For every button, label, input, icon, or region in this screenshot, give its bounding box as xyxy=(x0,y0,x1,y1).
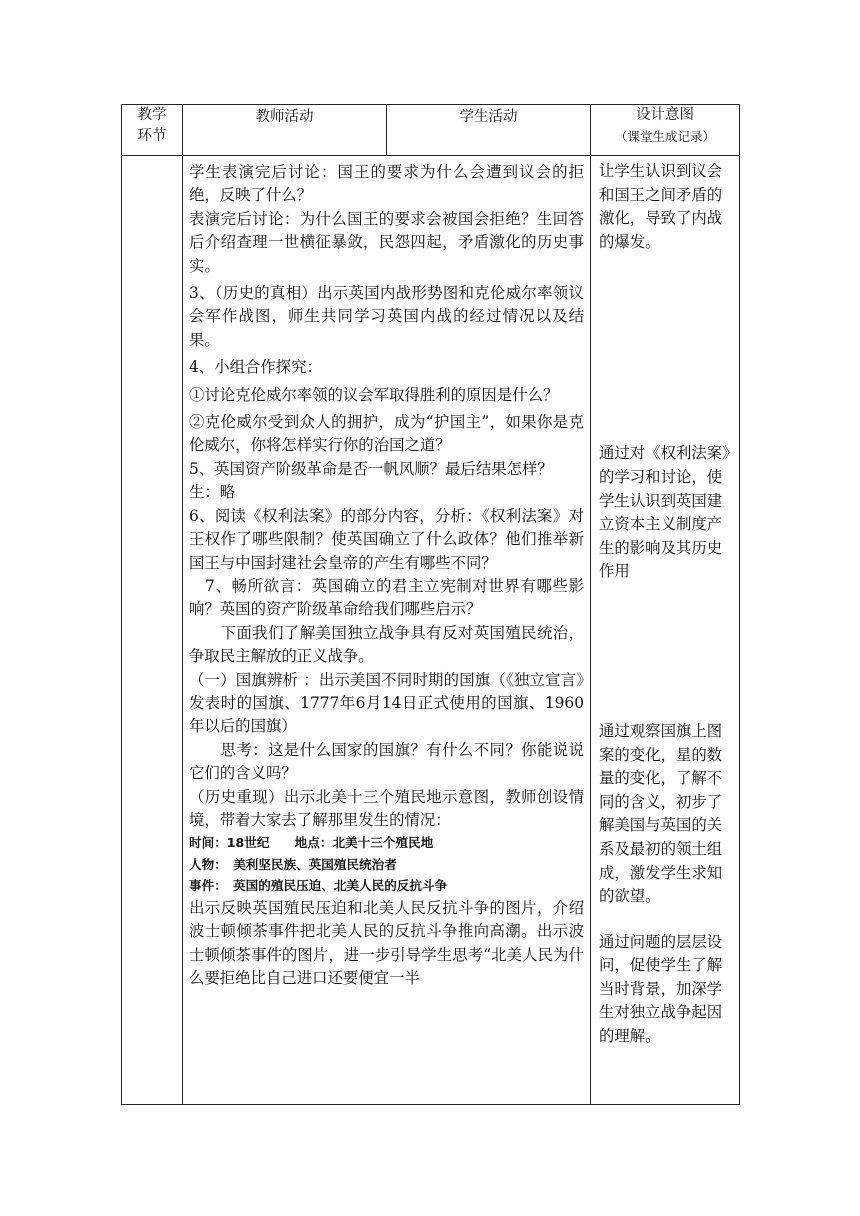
intent-paragraph: 通过对《权利法案》的学习和讨论，使学生认识到英国建立资本主义制度产生的影响及其历史作用 xyxy=(599,444,730,581)
activities-cell xyxy=(183,156,591,1105)
activity-paragraph: ①讨论克伦威尔率领的议会军取得胜利的原因是什么？ xyxy=(189,385,559,404)
stage-cell xyxy=(122,156,183,1105)
header-stage-line2: 环节 xyxy=(137,128,167,144)
header-stage-line1: 教学 xyxy=(137,107,167,123)
activity-paragraph: 5、英国资产阶级革命是否一帆风顺？最后结果怎样？ xyxy=(189,459,553,478)
activity-people: 人物： 美利坚民族、英国殖民统治者 xyxy=(189,856,397,872)
activity-paragraph: （历史重现）出示北美十三个殖民地示意图，教师创设情境，带着大家去了解那里发生的情况： xyxy=(189,787,584,829)
activity-paragraph: 3、（历史的真相）出示英国内战形势图和克伦威尔率领议会军作战图，师生共同学习英国内战的经过情况以及结果。 xyxy=(189,284,584,349)
intent-paragraph: 通过观察国旗上图案的变化，星的数量的变化，了解不同的含义，初步了解美国与英国的关系及最初的领土组成，激发学生求知的欲望。 xyxy=(599,721,723,906)
activity-paragraph: 7、畅所欲言：英国确立的君主立宪制对世界有哪些影响？英国的资产阶级革命给我们哪些启示？ xyxy=(189,576,584,619)
activity-paragraph: ②克伦威尔受到众人的拥护，成为“护国主”，如果你是克伦威尔，你将怎样实行你的治国之道？ xyxy=(189,413,584,455)
activity-paragraph: 生：略 xyxy=(189,483,236,502)
table-header-row xyxy=(122,105,740,156)
activity-paragraph: 4、小组合作探究： xyxy=(189,358,322,377)
lesson-plan-table xyxy=(121,104,740,1105)
activity-event: 事件： 英国的殖民压迫、北美人民的反抗斗争 xyxy=(189,878,448,894)
table-body-row xyxy=(122,156,740,1105)
header-intent-line2: （课堂生成记录） xyxy=(614,129,715,144)
header-teacher-activity: 教师活动 xyxy=(183,105,387,156)
header-intent-line1: 设计意图 xyxy=(636,107,694,123)
activity-paragraph: 出示反映英国殖民压迫和北美人民反抗斗争的图片，介绍波士顿倾茶事件把北美人民的反抗斗争推向高潮。出示波士顿倾茶事件的图片，进一步引导学生思考“北美人民为什么要拒绝比自己进口还要便宜一半 xyxy=(189,898,584,988)
header-design-intent xyxy=(591,105,740,156)
activity-paragraph: 表演完后讨论：为什么国王的要求会被国会拒绝？生回答后介绍查理一世横征暴敛，民怨四起，矛盾激化的历史事实。 xyxy=(189,209,584,275)
design-intent-cell xyxy=(591,156,740,1105)
header-stage xyxy=(122,105,183,156)
activity-time-place: 时间：18世纪 地点：北美十三个殖民地 xyxy=(189,835,434,851)
activity-paragraph: 下面我们了解美国独立战争具有反对英国殖民统治，争取民主解放的正义战争。 xyxy=(189,623,584,666)
intent-paragraph: 让学生认识到议会和国王之间矛盾的激化，导致了内战的爆发。 xyxy=(599,162,723,251)
activity-paragraph: （一）国旗辨析 ：出示美国不同时期的国旗（《独立宣言》发表时的国旗、1777年6月14日正式使用的国旗、1960年以后的国旗） xyxy=(189,670,584,736)
activity-paragraph: 思考：这是什么国家的国旗？有什么不同？你能说说它们的含义吗？ xyxy=(189,740,584,783)
header-student-activity: 学生活动 xyxy=(387,105,591,156)
activity-paragraph: 学生表演完后讨论：国王的要求为什么会遭到议会的拒绝，反映了什么？ xyxy=(189,163,584,205)
intent-paragraph: 通过问题的层层设问，促使学生了解当时背景，加深学生对独立战争起因的理解。 xyxy=(599,932,723,1046)
activity-paragraph: 6、阅读《权利法案》的部分内容，分析：《权利法案》对王权作了哪些限制？使英国确立了什么政体？他们推举新国王与中国封建社会皇帝的产生有哪些不同？ xyxy=(189,506,584,572)
